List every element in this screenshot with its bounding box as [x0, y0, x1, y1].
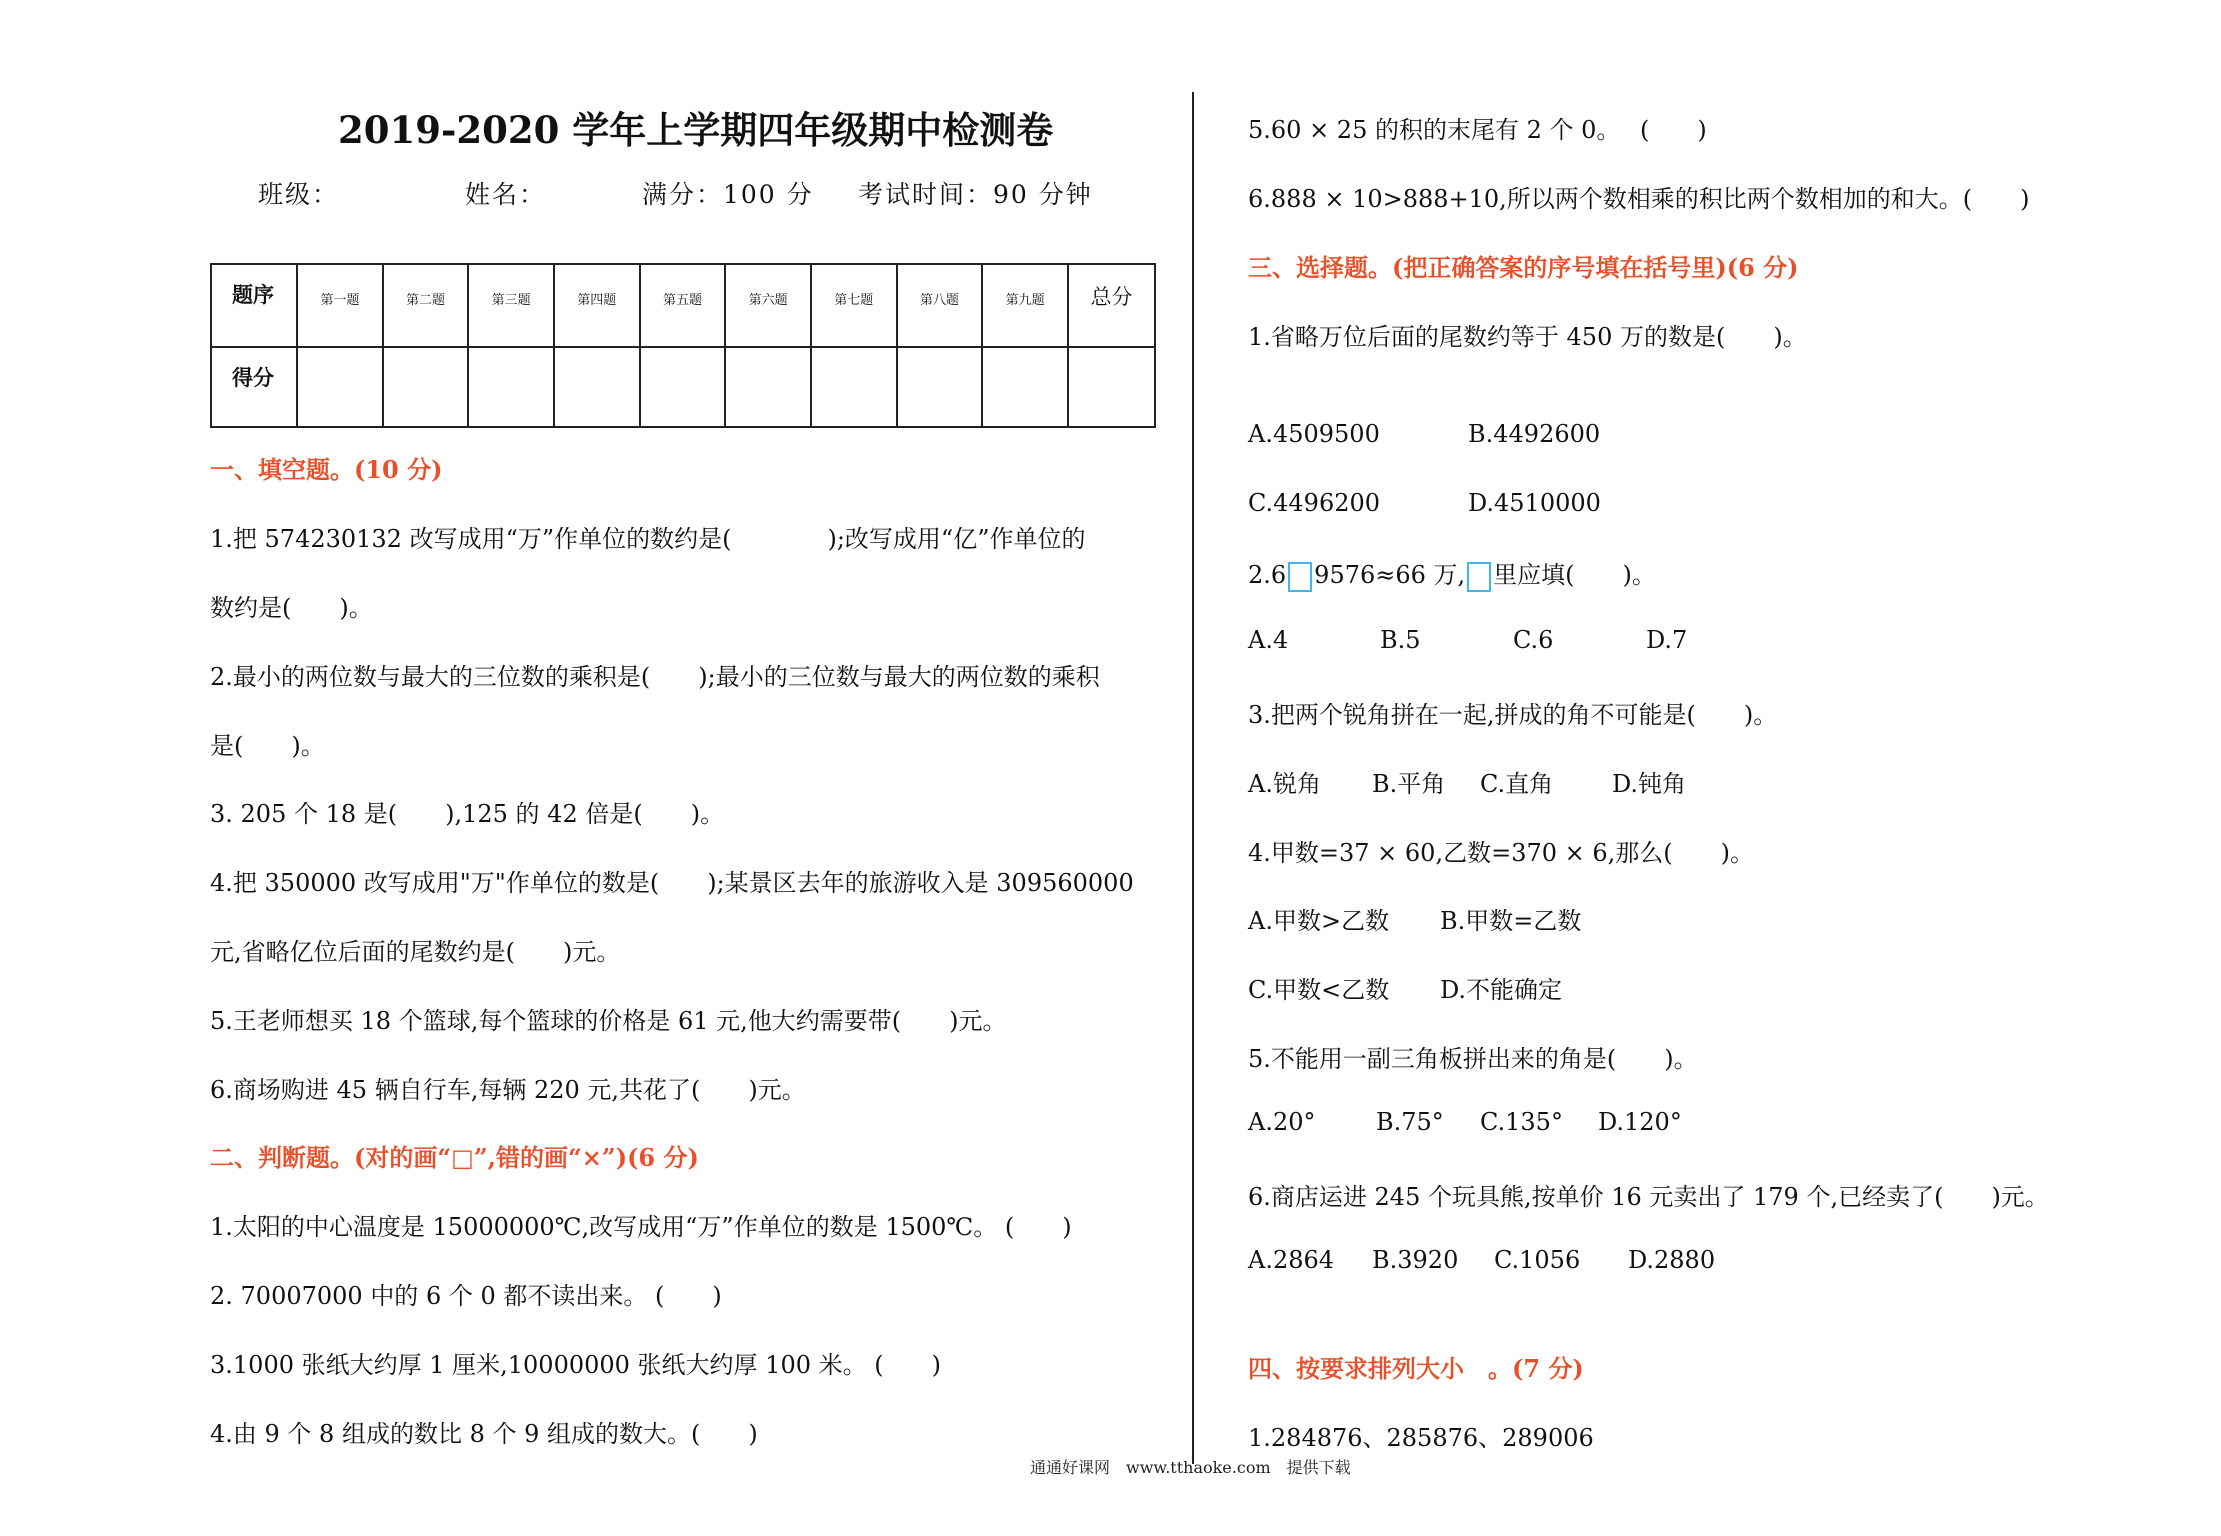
- score-header-cell: 得分: [211, 347, 297, 427]
- order-q1: 1.284876、285876、289006: [1248, 1424, 1594, 1452]
- choice-q2-part2: 9576≈66 万,: [1314, 561, 1466, 589]
- score-cell: [897, 347, 983, 427]
- choice-q1-option-b: B.4492600: [1468, 420, 1601, 448]
- judge-q3: 3.1000 张纸大约厚 1 厘米,10000000 张纸大约厚 100 米。 ( ): [210, 1351, 941, 1379]
- section-judgment: 二、判断题。(对的画“□”,错的画“×”)(6 分): [210, 1143, 699, 1172]
- choice-q1-option-d: D.4510000: [1468, 489, 1601, 517]
- fill-q4-line2: 元,省略亿位后面的尾数约是( )元。: [210, 938, 621, 966]
- column-header-7: 第七题: [811, 264, 897, 347]
- fill-q2-line2: 是( )。: [210, 732, 325, 760]
- column-header-6: 第六题: [725, 264, 811, 347]
- choice-q4-option-c: C.甲数<乙数: [1248, 976, 1390, 1004]
- choice-q2-part3: 里应填( )。: [1493, 561, 1656, 589]
- choice-q2-part1: 2.6: [1248, 561, 1287, 589]
- choice-q3: 3.把两个锐角拼在一起,拼成的角不可能是( )。: [1248, 701, 1778, 729]
- choice-q5-option-a: A.20°: [1248, 1108, 1316, 1136]
- fill-q2-line1: 2.最小的两位数与最大的三位数的乘积是( );最小的三位数与最大的两位数的乘积: [210, 663, 1100, 691]
- footer-source: 通通好课网 www.tthaoke.com 提供下载: [1030, 1458, 1351, 1477]
- name-label: 姓名：: [465, 180, 547, 209]
- full-score-label: 满分：100 分: [642, 180, 814, 209]
- total-header-cell: 总分: [1068, 264, 1155, 347]
- row-header-cell: 题序: [211, 264, 297, 347]
- choice-q3-option-a: A.锐角: [1248, 770, 1321, 798]
- choice-q6-option-b: B.3920: [1372, 1246, 1459, 1274]
- fill-q1-line2: 数约是( )。: [210, 594, 373, 622]
- choice-q6-option-a: A.2864: [1248, 1246, 1335, 1274]
- column-header-3: 第三题: [468, 264, 554, 347]
- fill-q4-line1: 4.把 350000 改写成用"万"作单位的数是( );某景区去年的旅游收入是 309560000: [210, 869, 1134, 897]
- column-divider: [1192, 92, 1194, 1464]
- choice-q3-option-c: C.直角: [1480, 770, 1554, 798]
- choice-q4-option-a: A.甲数>乙数: [1248, 907, 1390, 935]
- section-ordering: 四、按要求排列大小 。(7 分): [1248, 1354, 1584, 1383]
- choice-q5-option-c: C.135°: [1480, 1108, 1563, 1136]
- choice-q5: 5.不能用一副三角板拼出来的角是( )。: [1248, 1045, 1698, 1073]
- column-header-5: 第五题: [640, 264, 726, 347]
- fill-q1-line1: 1.把 574230132 改写成用“万”作单位的数约是( );改写成用“亿”作单位的: [210, 525, 1086, 553]
- blank-box-icon: [1288, 562, 1312, 592]
- score-cell: [725, 347, 811, 427]
- judge-q4: 4.由 9 个 8 组成的数比 8 个 9 组成的数大。( ): [210, 1420, 758, 1448]
- judge-q6: 6.888 × 10>888+10,所以两个数相乘的积比两个数相加的和大。( ): [1248, 185, 2030, 213]
- score-cell: [1068, 347, 1155, 427]
- score-table-header-row: [211, 264, 1155, 347]
- column-header-8: 第八题: [897, 264, 983, 347]
- choice-q6-option-d: D.2880: [1628, 1246, 1716, 1274]
- score-cell: [554, 347, 640, 427]
- choice-q1-option-c: C.4496200: [1248, 489, 1381, 517]
- score-cell: [383, 347, 469, 427]
- exam-time-label: 考试时间：90 分钟: [858, 180, 1093, 209]
- score-table-score-row: [211, 347, 1155, 427]
- choice-q6-option-c: C.1056: [1494, 1246, 1581, 1274]
- choice-q4: 4.甲数=37 × 60,乙数=370 × 6,那么( )。: [1248, 839, 1754, 867]
- choice-q5-option-b: B.75°: [1376, 1108, 1444, 1136]
- score-cell: [811, 347, 897, 427]
- choice-q6: 6.商店运进 245 个玩具熊,按单价 16 元卖出了 179 个,已经卖了( )元。: [1248, 1183, 2049, 1211]
- choice-q4-option-b: B.甲数=乙数: [1440, 907, 1582, 935]
- column-header-9: 第九题: [982, 264, 1068, 347]
- choice-q3-option-d: D.钝角: [1612, 770, 1687, 798]
- fill-q3: 3. 205 个 18 是( ),125 的 42 倍是( )。: [210, 800, 725, 828]
- score-cell: [982, 347, 1068, 427]
- section-choice: 三、选择题。(把正确答案的序号填在括号里)(6 分): [1248, 253, 1799, 282]
- section-fill-in: 一、填空题。(10 分): [210, 455, 443, 484]
- judge-q2: 2. 70007000 中的 6 个 0 都不读出来。 ( ): [210, 1282, 722, 1310]
- score-cell: [468, 347, 554, 427]
- class-label: 班级：: [258, 180, 340, 209]
- choice-q2-option-d: D.7: [1646, 626, 1688, 654]
- column-header-4: 第四题: [554, 264, 640, 347]
- judge-q1: 1.太阳的中心温度是 15000000℃,改写成用“万”作单位的数是 1500℃。 ( ): [210, 1213, 1072, 1241]
- choice-q3-option-b: B.平角: [1372, 770, 1446, 798]
- column-header-2: 第二题: [383, 264, 469, 347]
- exam-title: 2019-2020 学年上学期四年级期中检测卷: [338, 108, 1054, 152]
- blank-box-icon: [1467, 562, 1491, 592]
- score-cell: [297, 347, 383, 427]
- choice-q2-option-c: C.6: [1513, 626, 1554, 654]
- fill-q5: 5.王老师想买 18 个篮球,每个篮球的价格是 61 元,他大约需要带( )元。: [210, 1007, 1007, 1035]
- choice-q1-option-a: A.4509500: [1248, 420, 1380, 448]
- choice-q2-option-a: A.4: [1248, 626, 1289, 654]
- column-header-1: 第一题: [297, 264, 383, 347]
- score-table: [210, 263, 1156, 428]
- choice-q2-option-b: B.5: [1380, 626, 1421, 654]
- choice-q2: [1248, 555, 1656, 592]
- score-cell: [640, 347, 726, 427]
- fill-q6: 6.商场购进 45 辆自行车,每辆 220 元,共花了( )元。: [210, 1076, 806, 1104]
- choice-q4-option-d: D.不能确定: [1440, 976, 1563, 1004]
- judge-q5: 5.60 × 25 的积的末尾有 2 个 0。 ( ): [1248, 116, 1707, 144]
- choice-q1: 1.省略万位后面的尾数约等于 450 万的数是( )。: [1248, 323, 1807, 351]
- choice-q5-option-d: D.120°: [1598, 1108, 1682, 1136]
